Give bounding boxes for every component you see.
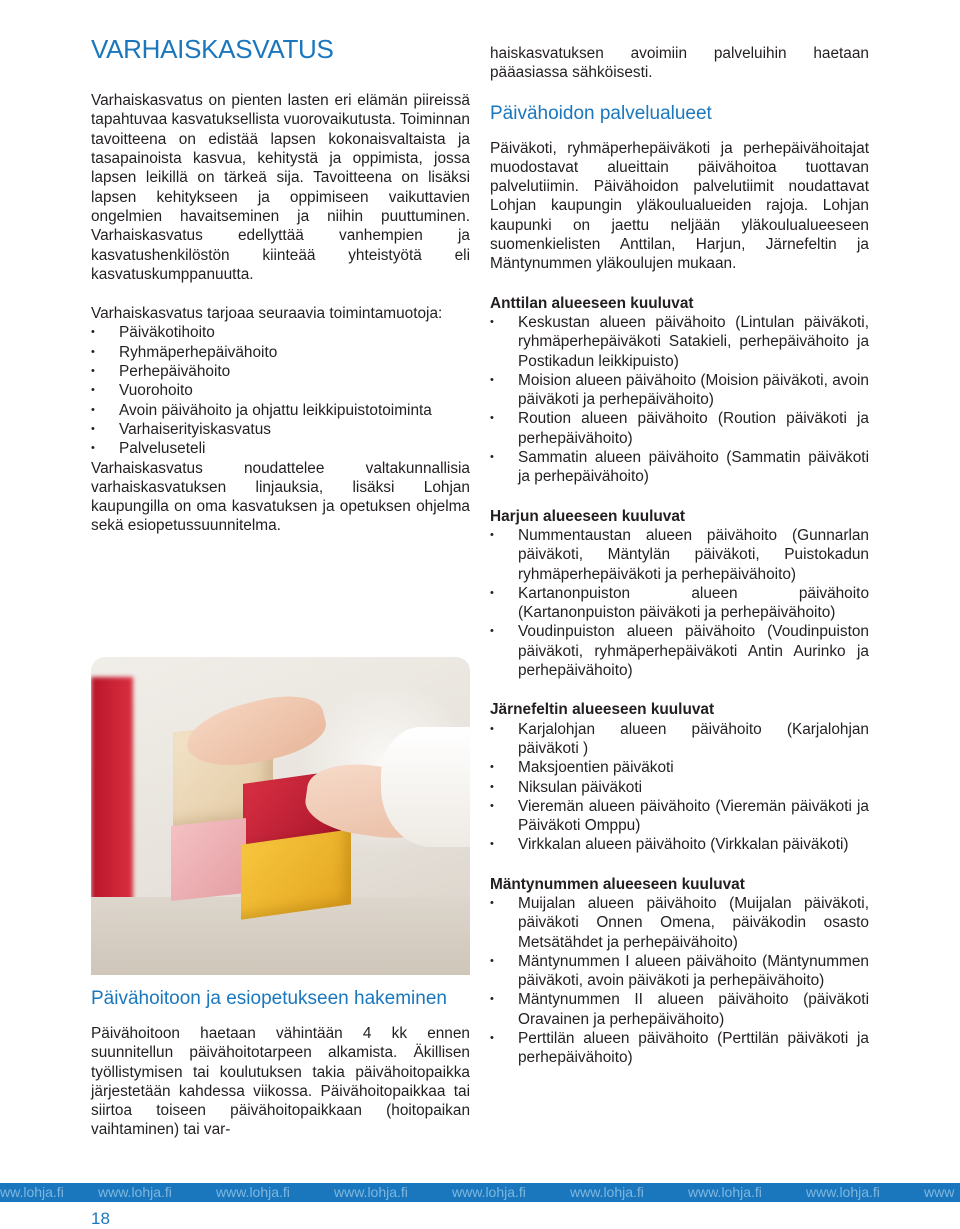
list-item: • Vieremän alueen päivähoito (Vieremän päiväkoti ja Päiväkoti Omppu) xyxy=(490,797,869,835)
bullet-icon: • xyxy=(490,451,494,464)
list-item: • Niksulan päiväkoti xyxy=(490,778,643,796)
list-item: • Karjalohjan alueen päivähoito (Karjalohjan päiväkoti ) xyxy=(490,720,869,757)
list-item: • Palveluseteli xyxy=(91,440,206,458)
curriculum-paragraph: Varhaiskasvatus noudattelee valtakunnallisia varhaiskasvatuksen linjauksia, lisäksi Lohjan kaupungilla on oma kasvatuksen ja opetuksen ohjelma sekä esiopetussuunnitelma. xyxy=(91,459,470,535)
footer-link[interactable]: www.lohja.fi xyxy=(216,1184,290,1200)
bullet-icon: • xyxy=(490,780,494,793)
footer-link[interactable]: www xyxy=(924,1184,955,1200)
pink-block xyxy=(171,818,246,901)
bullet-icon: • xyxy=(91,326,95,339)
bullet-icon: • xyxy=(91,422,95,435)
areas-paragraph: Päiväkoti, ryhmäperhepäiväkoti ja perhepäivähoitajat muodostavat alueittain päivähoitoa tuottavan palvelutiimin. Päivähoidon palvelutiimit noudattavat Lohjan kaupungin yläkoulualueiden rajoja. Lohjan kaupunki on jaettu neljään yläkoulualueeseen suomenkielisten Anttilan, Harjun, Järnefeltin ja Mäntynummen yläkoulujen mukaan. xyxy=(490,139,869,273)
region-heading: Järnefeltin alueeseen kuuluvat xyxy=(490,701,715,719)
list-item: • Nummentaustan alueen päivähoito (Gunnarlan päiväkoti, Mäntylän päiväkoti, Puistokadun ryhmäperhepäiväkoti ja perhepäivähoito) xyxy=(490,526,869,583)
apply-paragraph: Päivähoitoon haetaan vähintään 4 kk ennen suunnitellun päivähoitotarpeen alkamista. Äkillisen työllistymisen tai koulutuksen takia päivähoitopaikka järjestetään kahdessa viikossa. Päivähoitopaikkaa tai siirtoa toiseen päivähoitopaikkaan (hoitopaikan vaihtaminen) tai var- xyxy=(91,1025,470,1139)
yellow-block xyxy=(241,829,351,919)
footer-link[interactable]: www.lohja.fi xyxy=(98,1184,172,1200)
list-item: • Maksjoentien päiväkoti xyxy=(490,759,674,777)
bullet-icon: • xyxy=(490,954,494,967)
footer-link[interactable]: www.lohja.fi xyxy=(688,1184,762,1200)
wooden-blocks-photo xyxy=(91,657,470,975)
region-heading: Harjun alueeseen kuuluvat xyxy=(490,507,686,525)
bullet-icon: • xyxy=(91,345,95,358)
list-item: • Varhaiserityiskasvatus xyxy=(91,420,271,438)
list-item: • Mäntynummen I alueen päivähoito (Mäntynummen päiväkoti, avoin päiväkoti ja perhepäivähoito) xyxy=(490,952,869,990)
bullet-icon: • xyxy=(91,384,95,397)
list-item: • Kartanonpuiston alueen päivähoito (Kartanonpuiston päiväkoti ja perhepäivähoito) xyxy=(490,584,869,622)
region-list xyxy=(490,313,869,487)
list-item: • Keskustan alueen päivähoito (Lintulan päiväkoti, ryhmäperhepäiväkoti Satakieli, perhepäivähoito ja Postikadun leikkipuisto) xyxy=(490,313,869,370)
forms-intro: Varhaiskasvatus tarjoaa seuraavia toimintamuotoja: xyxy=(91,305,443,323)
bullet-icon: • xyxy=(490,896,494,909)
forms-list xyxy=(91,323,470,458)
footer-link[interactable]: www.lohja.fi xyxy=(334,1184,408,1200)
region-anttila xyxy=(490,294,869,487)
list-item: • Perttilän alueen päivähoito (Perttilän päiväkoti ja perhepäivähoito) xyxy=(490,1030,869,1067)
page-number: 18 xyxy=(91,1209,110,1228)
bullet-icon: • xyxy=(490,412,494,425)
list-item: • Virkkalan alueen päivähoito (Virkkalan päiväkoti) xyxy=(490,836,849,854)
list-item: • Sammatin alueen päivähoito (Sammatin päiväkoti ja perhepäivähoito) xyxy=(490,449,869,486)
region-harju xyxy=(490,507,869,681)
bullet-icon: • xyxy=(91,365,95,378)
list-item: • Voudinpuiston alueen päivähoito (Voudinpuiston päiväkoti, ryhmäperhepäiväkoti Antin Aurinko ja perhepäivähoito) xyxy=(490,623,869,680)
bullet-icon: • xyxy=(490,528,494,541)
page-title: VARHAISKASVATUS xyxy=(91,34,334,64)
region-heading: Anttilan alueeseen kuuluvat xyxy=(490,294,694,312)
apply-section xyxy=(91,988,470,1140)
bullet-icon: • xyxy=(490,625,494,638)
footer-link[interactable]: www.lohja.fi xyxy=(570,1184,644,1200)
bullet-icon: • xyxy=(490,1032,494,1045)
apply-heading: Päivähoitoon ja esiopetukseen hakeminen xyxy=(91,988,447,1009)
list-item: • Ryhmäperhepäivähoito xyxy=(91,343,278,361)
continuation-paragraph: haiskasvatuksen avoimiin palveluihin haetaan pääasiassa sähköisesti. xyxy=(490,45,869,82)
list-item: • Vuorohoito xyxy=(91,382,193,400)
footer-link-band xyxy=(0,1183,960,1202)
bullet-icon: • xyxy=(490,799,494,812)
bullet-icon: • xyxy=(91,442,95,455)
list-item: • Perhepäivähoito xyxy=(91,363,231,381)
footer-link[interactable]: ww.lohja.fi xyxy=(0,1184,64,1200)
bullet-icon: • xyxy=(91,403,95,416)
region-list xyxy=(490,894,869,1068)
region-list xyxy=(490,526,869,680)
region-list xyxy=(490,720,869,855)
region-mantynummi xyxy=(490,875,869,1068)
footer-link[interactable]: www.lohja.fi xyxy=(806,1184,880,1200)
list-item: • Moision alueen päivähoito (Moision päiväkoti, avoin päiväkoti ja perhepäivähoito) xyxy=(490,371,869,409)
bullet-icon: • xyxy=(490,315,494,328)
bullet-icon: • xyxy=(490,373,494,386)
list-item: • Mäntynummen II alueen päivähoito (päiväkoti Oravainen ja perhepäivähoito) xyxy=(490,991,869,1028)
bullet-icon: • xyxy=(490,722,494,735)
list-item: • Päiväkotihoito xyxy=(91,324,215,342)
bullet-icon: • xyxy=(490,993,494,1006)
list-item: • Muijalan alueen päivähoito (Muijalan päiväkoti, päiväkoti Onnen Omena, päiväkodin osasto Metsätähdet ja perhepäivähoito) xyxy=(490,894,869,951)
right-column xyxy=(490,44,869,1068)
region-heading: Mäntynummen alueeseen kuuluvat xyxy=(490,875,745,893)
white-sleeve xyxy=(381,727,470,847)
areas-heading: Päivähoidon palvelualueet xyxy=(490,102,712,124)
region-jarnefelt xyxy=(490,700,869,854)
bullet-icon: • xyxy=(490,838,494,851)
left-column xyxy=(91,34,470,536)
list-item: • Avoin päivähoito ja ohjattu leikkipuistotoiminta xyxy=(91,401,432,419)
intro-paragraph: Varhaiskasvatus on pienten lasten eri elämän piireissä tapahtuvaa kasvatuksellista vuorovaikutusta. Toiminnan tavoitteena on edistää lapsen kokonaisvaltaista ja tasapainoista kasvua, kehitystä ja oppimista, jossa lapsen leikillä on tärkeä sija. Tavoitteena on lisäksi lapsen kehitykseen ja oppimiseen vaikuttavien ongelmien havaitseminen ja niihin puuttuminen. Varhaiskasvatus edellyttää vanhempien ja kasvatushenkilöstön kiinteää yhteistyötä eli kasvatuskumppanuutta. xyxy=(91,92,470,283)
footer-link[interactable]: www.lohja.fi xyxy=(452,1184,526,1200)
list-item: • Roution alueen päivähoito (Roution päiväkoti ja perhepäivähoito) xyxy=(490,410,869,447)
bullet-icon: • xyxy=(490,761,494,774)
bullet-icon: • xyxy=(490,586,494,599)
